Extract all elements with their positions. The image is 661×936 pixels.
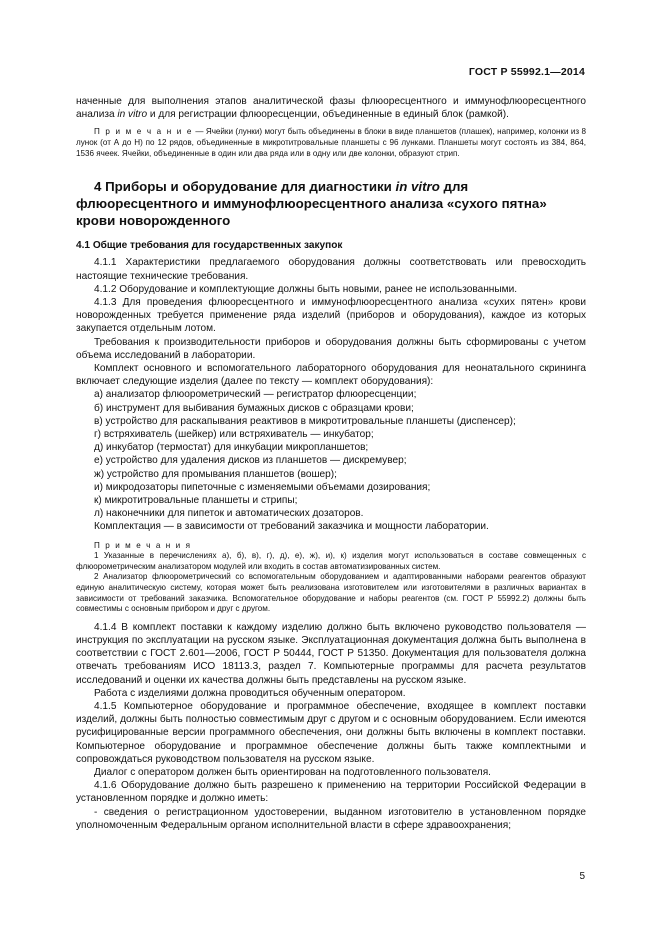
intro-note xyxy=(76,127,586,159)
list-item: ж) устройство для промывания планшетов (вошер); xyxy=(94,468,337,480)
list-item: л) наконечники для пипеток и автоматических дозаторов. xyxy=(94,508,364,520)
kit-paragraph: Комплект основного и вспомогательного лабораторного оборудования для неонатального скрининга включает следующие изделия (далее по тексту — комплект оборудования): xyxy=(76,363,586,388)
performance-paragraph: Требования к производительности приборов и оборудования должны быть сформированы с учетом объема исследований в лаборатории. xyxy=(76,336,586,361)
intro-paragraph xyxy=(76,95,586,121)
list-item: г) встряхиватель (шейкер) или встряхиватель — инкубатор; xyxy=(94,429,374,441)
page-number: 5 xyxy=(579,871,585,882)
dialog-paragraph: Диалог с оператором должен быть ориентирован на подготовленного пользователя. xyxy=(94,767,491,779)
list-item: в) устройство для раскапывания реактивов в микротитровальные планшеты (диспенсер); xyxy=(94,415,516,427)
subsection-4-1-heading: 4.1 Общие требования для государственных закупок xyxy=(76,240,343,252)
note-2: 2 Анализатор флюорометрический со вспомогательным оборудованием и адаптированными наборами реагентов образуют единую аналитическую систему, которая может быть реализована изготовителем или изготовителями в различных вариантах в зависимости от требований заказчика. Вспомогательное оборудование и наборы реагентов (см. ГОСТ Р 55992.2) должны быть совместимы с основным прибором и друг с другом. xyxy=(76,572,586,614)
list-item: б) инструмент для выбивания бумажных дисков с образцами крови; xyxy=(94,402,414,414)
list-item: и) микродозаторы пипеточные с изменяемыми объемами дозирования; xyxy=(94,481,431,493)
intro-text-a: наченные для выполнения этапов аналитической фазы флюоресцентного и иммунофлюоресцентного анализа xyxy=(76,96,586,121)
clause-4-1-2: 4.1.2 Оборудование и комплектующие должны быть новыми, ранее не использованными. xyxy=(94,283,518,295)
notes-label: П р и м е ч а н и я xyxy=(94,540,192,550)
page-content xyxy=(76,95,586,832)
note-text: — Ячейки (лунки) могут быть объединены в блоки в виде планшетов (плашек), например, колонки из 8 лунок (от А до Н) по 12 рядов, объединенные в микротитровальные планшеты с 96 лунками. Планшеты могут состоять из 384, 864, 1536 ячеек. Ячейки, объединенные в один или два ряда или в одну или две колонки, образуют стрип. xyxy=(76,127,586,158)
document-code-header: ГОСТ Р 55992.1—2014 xyxy=(468,66,585,78)
registration-paragraph: - сведения о регистрационном удостоверении, выданном изготовителю в установленном порядке уполномоченным Федеральным органом исполнительной власти в сфере здравоохранения; xyxy=(76,806,586,831)
clause-4-1-1: 4.1.1 Характеристики предлагаемого оборудования должны соответствовать или превосходить настоящие технические требования. xyxy=(76,257,586,282)
clause-4-1-3: 4.1.3 Для проведения флюоресцентного и иммунофлюоресцентного анализа «сухих пятен» крови новорожденных требуется применение ряда изделий (приборов и оборудования), каждое из которых закупается отдельным лотом. xyxy=(76,297,586,335)
operator-paragraph: Работа с изделиями должна проводиться обученным оператором. xyxy=(94,687,406,699)
section-4-title-a: 4 Приборы и оборудование для диагностики xyxy=(94,179,396,195)
list-item: е) устройство для удаления дисков из планшетов — дискремувер; xyxy=(94,455,407,467)
note-1: 1 Указанные в перечислениях а), б), в), г), д), е), ж), и), к) изделия могут использоваться в составе совмещенных с флюорометрическим анализатором модулей или входить в состав автоматизированных систем. xyxy=(76,551,586,571)
clause-4-1-6: 4.1.6 Оборудование должно быть разрешено к применению на территории Российской Федерации в установленном порядке и должно иметь: xyxy=(76,780,586,805)
complect-paragraph: Комплектация — в зависимости от требований заказчика и мощности лаборатории. xyxy=(94,521,489,533)
list-item: д) инкубатор (термостат) для инкубации микропланшетов; xyxy=(94,442,369,454)
section-4-title-em: in vitro xyxy=(395,179,440,195)
section-4-title-b: для флюоресцентного и иммунофлюоресцентного анализа «сухого пятна» крови новорожденного xyxy=(76,179,547,229)
list-item: к) микротитровальные планшеты и стрипы; xyxy=(94,495,298,507)
section-4-heading xyxy=(76,178,586,229)
equipment-list xyxy=(76,388,586,520)
intro-text-em: in vitro xyxy=(117,109,148,121)
list-item: а) анализатор флюорометрический — регистратор флюоресценции; xyxy=(94,389,417,401)
intro-text-b: и для регистрации флюоресценции, объединенные в единый блок (рамкой). xyxy=(147,109,509,121)
clause-4-1-4: 4.1.4 В комплект поставки к каждому изделию должно быть включено руководство пользователя — инструкция по эксплуатации на русском языке. Эксплуатационная документация должна быть выполнена в соответствии с ГОСТ 2.601—2006, ГОСТ Р 50444, ГОСТ Р 51350. Документация для пользователя должна отвечать требованиям ИСО 18113.3, раздел 7. Компьютерные программы для расчета результатов исследований и оценки их качества должны быть представлены на русском языке. xyxy=(76,621,586,686)
note-label: П р и м е ч а н и е xyxy=(94,127,193,137)
clause-4-1-5: 4.1.5 Компьютерное оборудование и программное обеспечение, входящее в комплект поставки изделий, должны быть полностью совместимым друг с другом и с основным оборудованием. Если имеются русифицированные версии программного обеспечения, они должны быть включены в комплект поставки. Компьютерное оборудование и программное обеспечение должны быть также комплектными и сопровождаться руководством пользователя на русском языке. xyxy=(76,701,586,765)
